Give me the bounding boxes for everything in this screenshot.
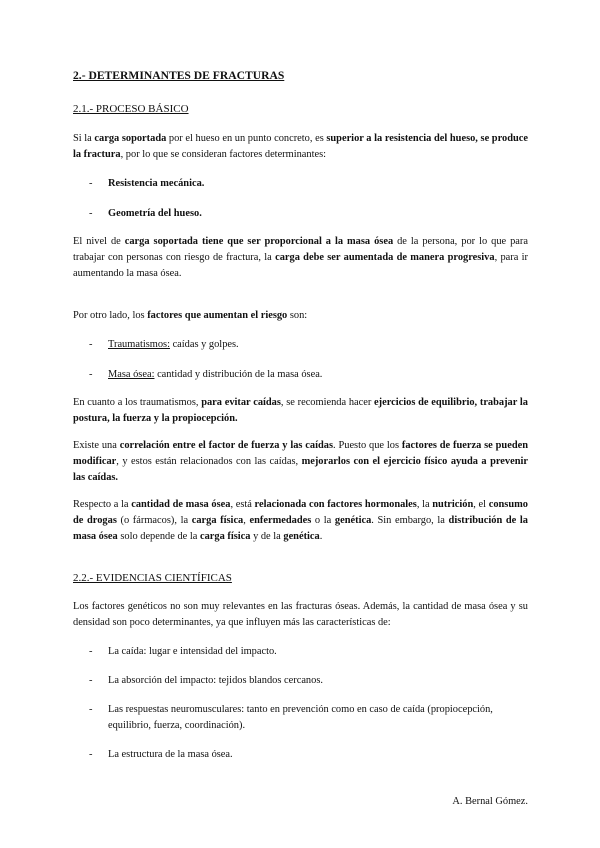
paragraph-cantidad-masa-osea: Respecto a la cantidad de masa ósea, está relacionada con factores hormonales, la nutrición, el consumo de drogas (o fármacos), la carga física, enfermedades o la genética. Sin embargo, la distribución de la masa ósea solo depende de la carga física y de la genética. [73,499,528,542]
page-title: 2.- DETERMINANTES DE FRACTURAS [73,69,285,82]
list-item: - Resistencia mecánica. [89,178,205,189]
list-item: - La absorción del impacto: tejidos blandos cercanos. [89,675,323,686]
paragraph-factores-geneticos: Los factores genéticos no son muy relevantes en las fracturas óseas. Además, la cantidad de masa ósea y su densidad son poco determinantes, ya que influyen más las características de: [73,601,528,628]
paragraph-masa-osea: El nivel de carga soportada tiene que ser proporcional a la masa ósea de la persona, por lo que para trabajar con personas con riesgo de fractura, la carga debe ser aumentada de manera progresiva, para ir aumentando la masa ósea. [73,236,528,279]
section-heading-evidencias: 2.2.- EVIDENCIAS CIENTÍFICAS [73,572,232,584]
list-item: - Masa ósea: cantidad y distribución de la masa ósea. [89,369,323,380]
paragraph-fuerza-caidas: Existe una correlación entre el factor de fuerza y las caídas. Puesto que los factores de fuerza se pueden modificar, y estos están relacionados con las caídas, mejorarlos con el ejercicio físico ayuda a prevenir las caídas. [73,440,528,483]
section-heading-proceso-basico: 2.1.- PROCESO BÁSICO [73,103,189,115]
paragraph-factores-riesgo: Por otro lado, los factores que aumentan el riesgo son: [73,310,308,321]
paragraph-carga-soportada: Si la carga soportada por el hueso en un punto concreto, es superior a la resistencia del hueso, se produce la fractura, por lo que se consideran factores determinantes: [73,133,528,160]
list-item: - Geometría del hueso. [89,208,202,219]
list-item: - La estructura de la masa ósea. [89,749,233,760]
paragraph-traumatismos: En cuanto a los traumatismos, para evitar caídas, se recomienda hacer ejercicios de equilibrio, trabajar la postura, la fuerza y la propiocepción. [73,397,528,424]
list-item: - Traumatismos: caídas y golpes. [89,339,239,350]
author-footer: A. Bernal Gómez. [452,796,528,807]
list-item: - La caída: lugar e intensidad del impacto. [89,646,277,657]
list-item: - Las respuestas neuromusculares: tanto en prevención como en caso de caída (propiocepción, equilibrio, fuerza, coordinación). [89,704,493,731]
